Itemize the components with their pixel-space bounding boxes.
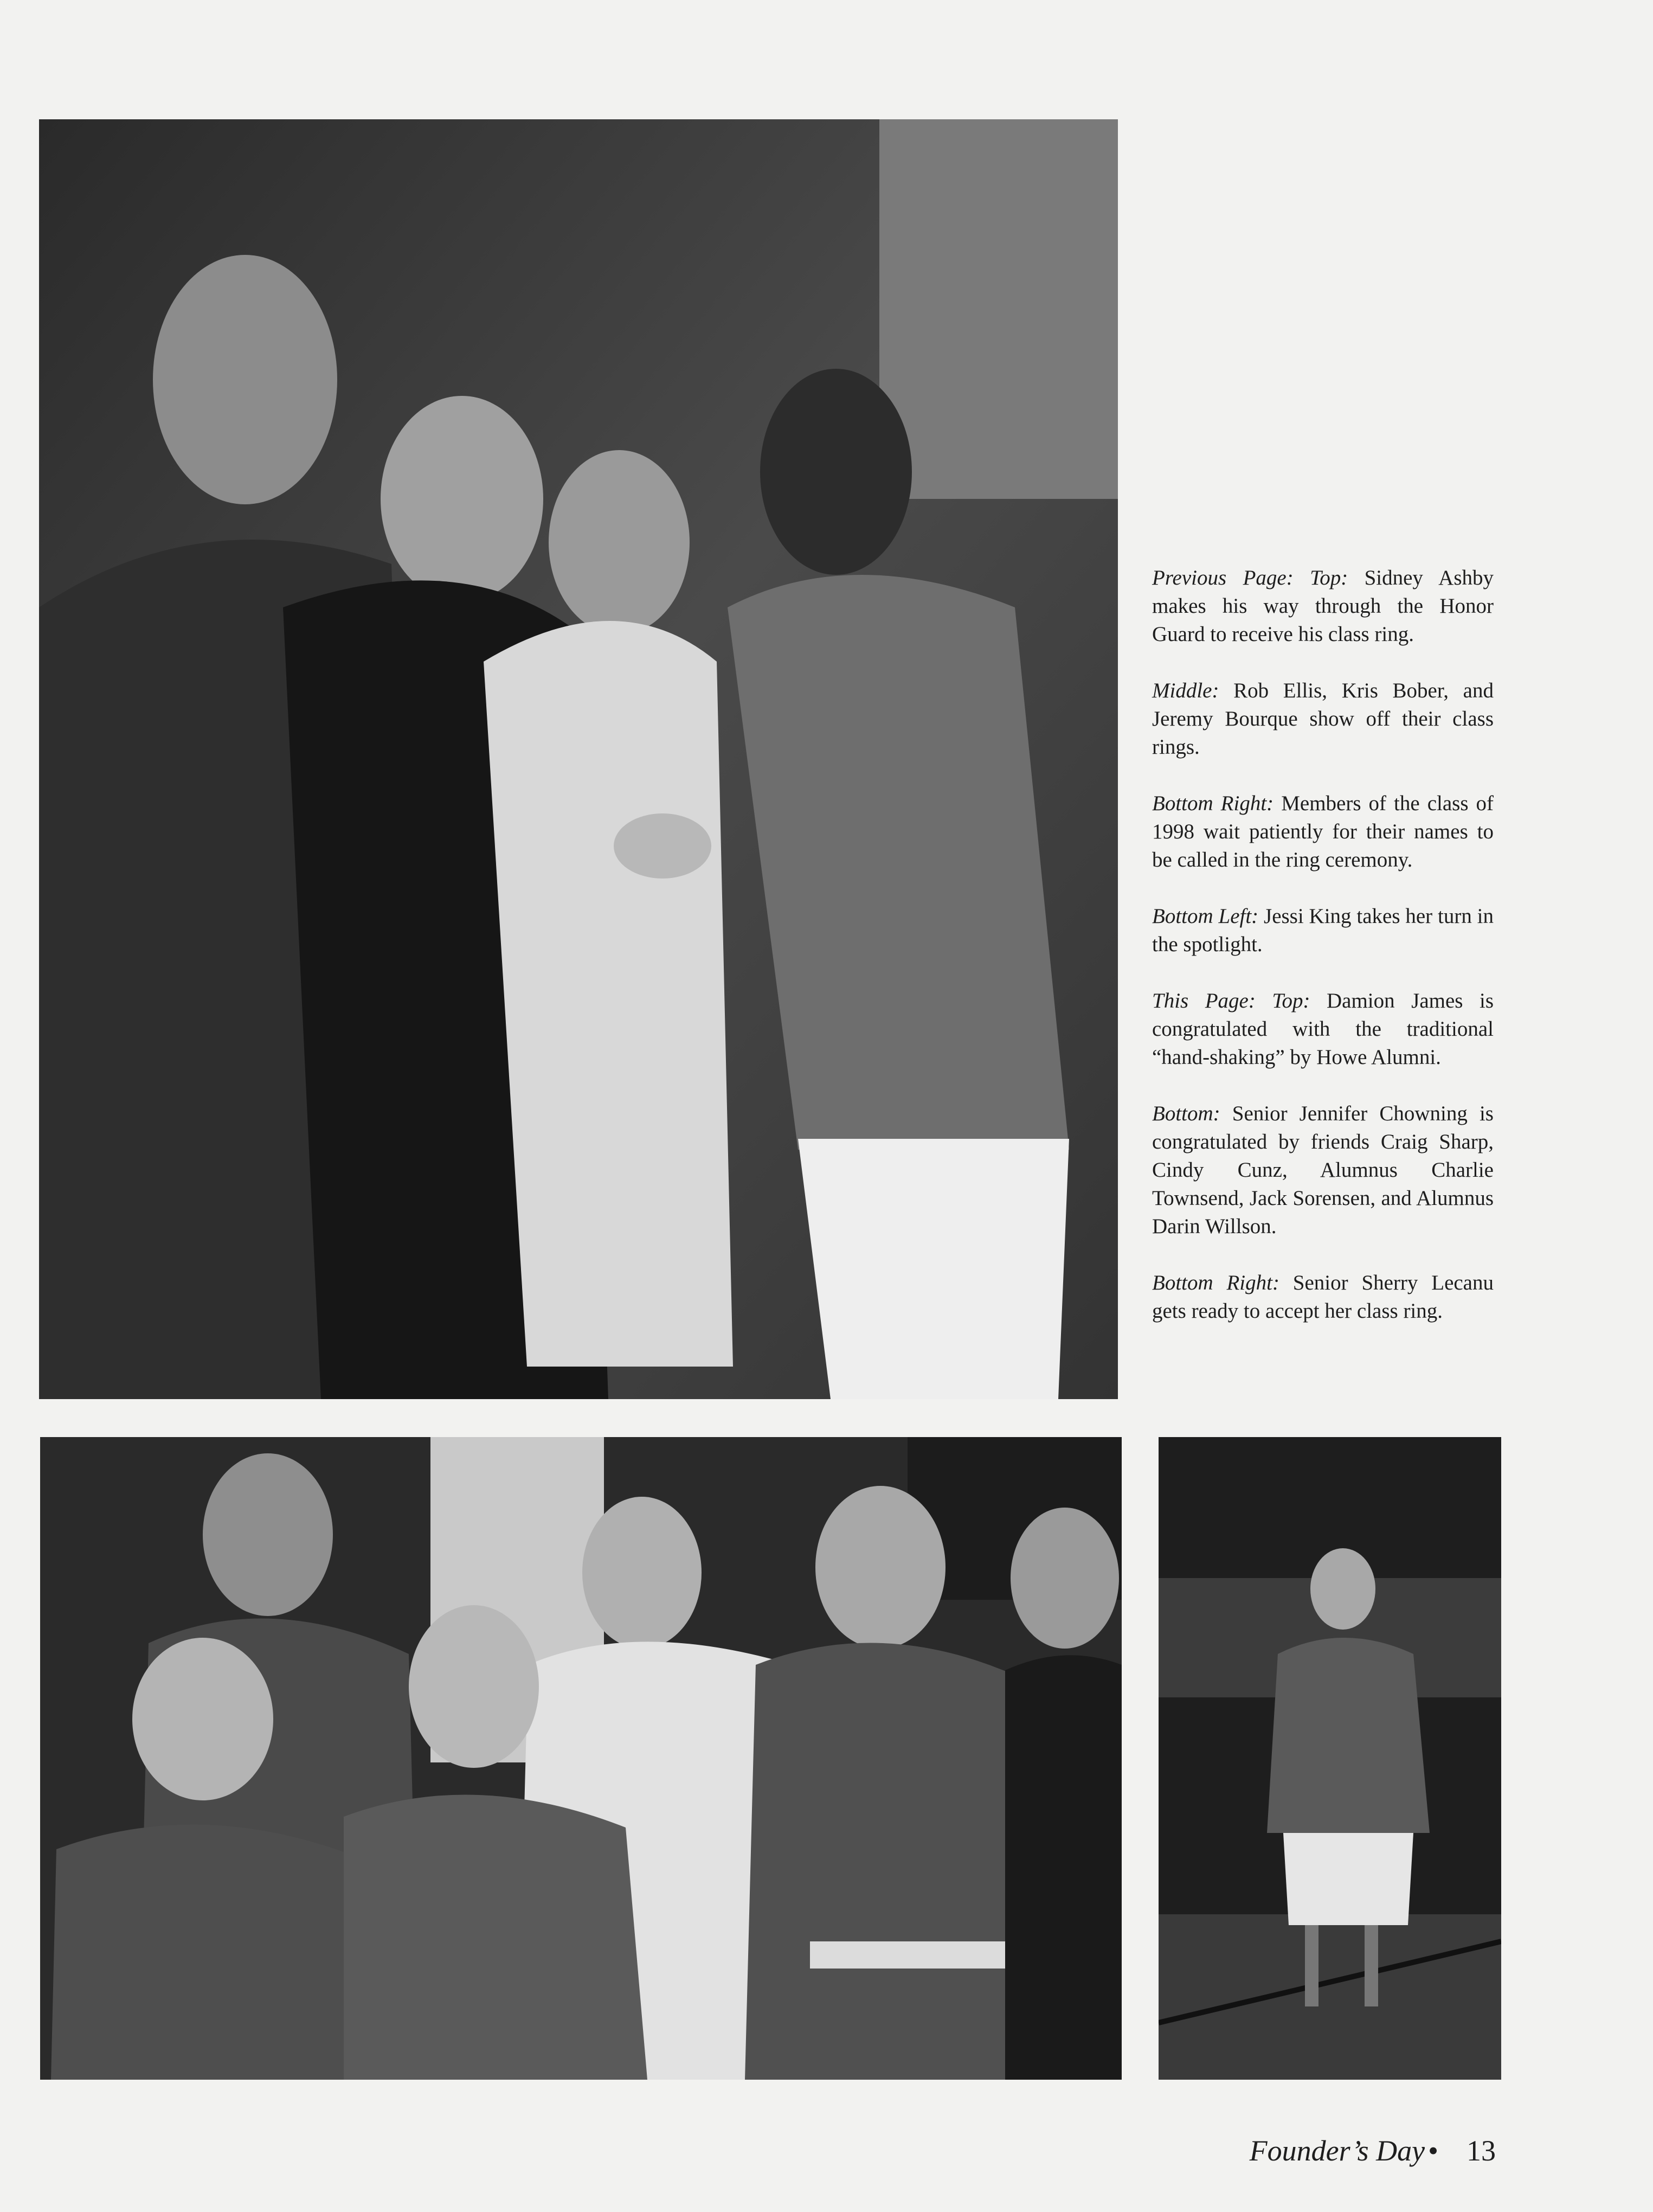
caption-previous-top [1152, 564, 1494, 649]
caption-text: Senior Jennifer Chowning is congratulated by friends Craig Sharp, Cindy Cunz, Alumnus Charlie Townsend, Jack Sorensen, and Alumnus Darin Willson. [1152, 1102, 1494, 1238]
caption-text: Jessi King takes her turn in the spotlight. [1152, 905, 1494, 956]
caption-label: Bottom Right: [1152, 1271, 1279, 1294]
photo-top-handshake [39, 119, 1118, 1399]
section-title: Founder’s Day [1249, 2134, 1425, 2167]
caption-this-top [1152, 987, 1494, 1072]
caption-label: This Page: Top: [1152, 989, 1310, 1012]
photo-bottom-right-image [1159, 1437, 1501, 2080]
caption-previous-middle [1152, 677, 1494, 761]
caption-label: Bottom Right: [1152, 792, 1274, 815]
caption-column [1152, 564, 1494, 1354]
caption-text: Members of the class of 1998 wait patiently for their names to be called in the ring ceremony. [1152, 792, 1494, 871]
footer-bullet: • [1428, 2134, 1438, 2167]
photo-top-image [39, 119, 1118, 1399]
caption-previous-bottom-right [1152, 790, 1494, 874]
photo-bottom-right-cadet [1159, 1437, 1501, 2080]
photo-bottom-left-group [40, 1437, 1122, 2080]
caption-text: Senior Sherry Lecanu gets ready to accept her class ring. [1152, 1271, 1494, 1323]
caption-this-bottom-right [1152, 1269, 1494, 1325]
caption-label: Previous Page: Top: [1152, 566, 1348, 589]
page-footer [1250, 2133, 1496, 2168]
caption-label: Bottom Left: [1152, 905, 1259, 928]
caption-previous-bottom-left [1152, 902, 1494, 959]
caption-text: Damion James is congratulated with the traditional “hand-shaking” by Howe Alumni. [1152, 989, 1494, 1069]
page-number: 13 [1467, 2134, 1496, 2167]
photo-bottom-left-image [40, 1437, 1122, 2080]
caption-label: Bottom: [1152, 1102, 1220, 1125]
caption-this-bottom [1152, 1100, 1494, 1241]
caption-text: Sidney Ashby makes his way through the Honor Guard to receive his class ring. [1152, 566, 1494, 646]
caption-label: Middle: [1152, 679, 1219, 702]
caption-text: Rob Ellis, Kris Bober, and Jeremy Bourque show off their class rings. [1152, 679, 1494, 759]
